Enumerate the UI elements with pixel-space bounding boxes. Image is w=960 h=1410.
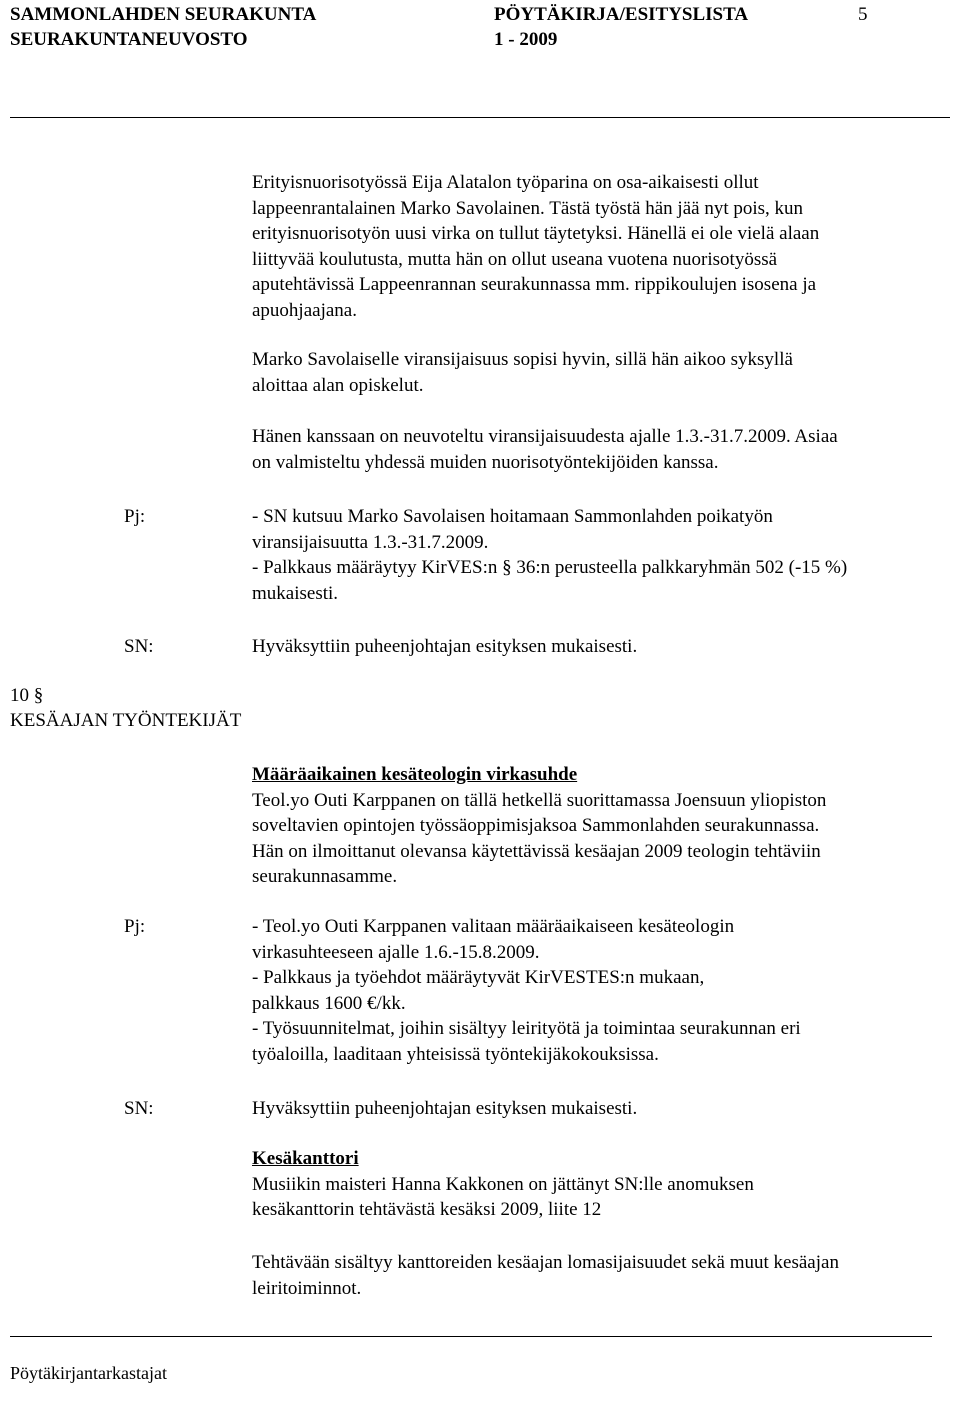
sn-label: SN: [124,636,154,657]
org-unit: SEURAKUNTANEUVOSTO [10,29,248,50]
text-line: aputehtävissä Lappeenrannan seurakunnassa mm. rippikoulujen isosena ja [252,274,817,296]
footer-label: Pöytäkirjantarkastajat [10,1363,167,1383]
text-line: soveltavien opintojen työssäoppimisjaksoa Sammonlahden seurakunnassa. [252,815,820,837]
intro-paragraph-3 [252,424,952,475]
text-line: virkasuhteeseen ajalle 1.6.-15.8.2009. [252,941,540,963]
subsection-theologian [252,762,952,890]
pj-label: Pj: [124,916,146,937]
doc-type: PÖYTÄKIRJA/ESITYSLISTA [494,4,749,25]
text-line: - Palkkaus ja työehdot määräytyvät KirVESTES:n mukaan, [252,967,705,989]
text-line: palkkaus 1600 €/kk. [252,992,406,1014]
text-line: Teol.yo Outi Karppanen on tällä hetkellä suorittamassa Joensuun yliopiston [252,789,827,811]
sn-decision [252,1096,952,1122]
subsection-heading: Kesäkanttori [252,1148,359,1169]
text-line: Tehtävään sisältyy kanttoreiden kesäajan lomasijaisuudet sekä muut kesäajan [252,1252,839,1273]
text-line: Erityisnuorisotyössä Eija Alatalon työparina on osa-aikaisesti ollut [252,172,759,193]
text-line: Hän on ilmoittanut olevansa käytettävissä kesäajan 2009 teologin tehtäviin [252,840,821,862]
subsection-cantor [252,1146,952,1223]
intro-paragraph-2 [252,347,952,398]
subsection-heading: Määräaikainen kesäteologin virkasuhde [252,764,578,785]
sn-label: SN: [124,1098,154,1119]
text-line: kesäkanttorin tehtävästä kesäksi 2009, liite 12 [252,1199,602,1221]
doc-number: 1 - 2009 [494,29,558,50]
intro-paragraph [252,170,952,324]
pj-label: Pj: [124,506,146,527]
text-line: seurakunnasamme. [252,866,398,888]
text-line: Hänen kanssaan on neuvoteltu viransijaisuudesta ajalle 1.3.-31.7.2009. Asiaa [252,426,838,447]
text-line: - Työsuunnitelmat, joihin sisältyy leirityötä ja toimintaa seurakunnan eri [252,1018,801,1040]
text-line: on valmisteltu yhdessä muiden nuorisotyöntekijöiden kanssa. [252,451,719,473]
section-title: KESÄAJAN TYÖNTEKIJÄT [10,710,242,731]
text-line: mukaisesti. [252,582,339,604]
text-line: Musiikin maisteri Hanna Kakkonen on jättänyt SN:lle anomuksen [252,1173,754,1195]
org-name: SAMMONLAHDEN SEURAKUNTA [10,4,317,25]
text-line: leiritoiminnot. [252,1277,362,1299]
text-line: lappeenrantalainen Marko Savolainen. Tästä työstä hän jää nyt pois, kun [252,197,804,219]
cantor-paragraph-2 [252,1250,952,1301]
text-line: Marko Savolaiselle viransijaisuus sopisi hyvin, sillä hän aikoo syksyllä [252,349,793,370]
pj-proposal [252,914,952,1068]
text-line: Hyväksyttiin puheenjohtajan esityksen mukaisesti. [252,636,638,657]
text-line: erityisnuorisotyön uusi virka on tullut täytetyksi. Hänellä ei ole vielä alaan [252,223,820,245]
section-number: 10 § [10,685,44,706]
sn-decision [252,634,952,660]
page-number: 5 [858,4,868,25]
footer-rule [10,1336,932,1337]
text-line: aloittaa alan opiskelut. [252,374,424,396]
text-line: - Palkkaus määräytyy KirVES:n § 36:n perusteella palkkaryhmän 502 (-15 %) [252,557,848,579]
text-line: - SN kutsuu Marko Savolaisen hoitamaan Sammonlahden poikatyön [252,506,773,527]
text-line: työaloilla, laaditaan yhteisissä työntekijäkokouksissa. [252,1043,659,1065]
text-line: viransijaisuutta 1.3.-31.7.2009. [252,531,489,553]
text-line: liittyvää koulutusta, mutta hän on ollut useana vuotena nuorisotyössä [252,248,778,270]
text-line: apuohjaajana. [252,299,357,321]
text-line: - Teol.yo Outi Karppanen valitaan määräaikaiseen kesäteologin [252,916,735,937]
header-rule [10,117,950,118]
pj-proposal [252,504,952,606]
text-line: Hyväksyttiin puheenjohtajan esityksen mukaisesti. [252,1098,638,1119]
